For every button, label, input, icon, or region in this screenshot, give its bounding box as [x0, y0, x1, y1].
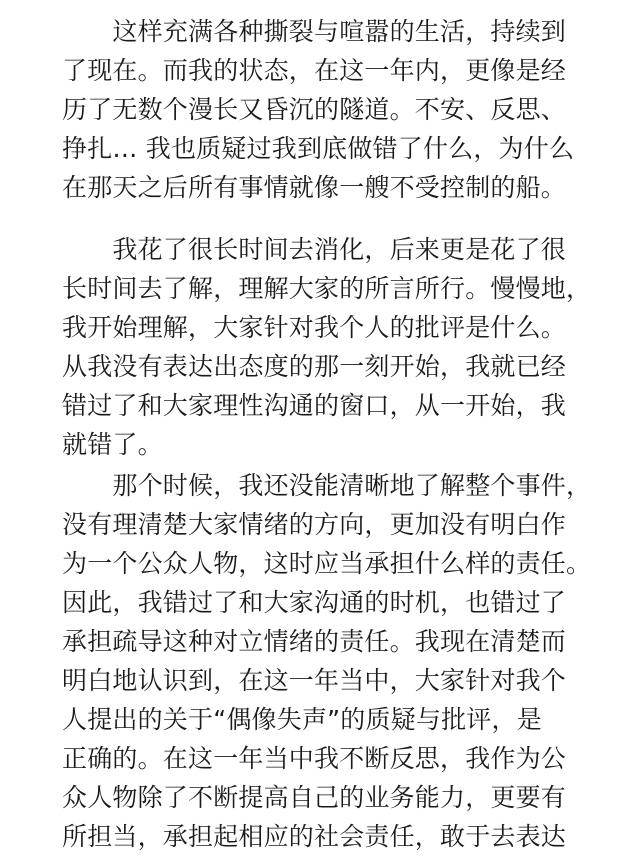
- text-line: 历了无数个漫长又昏沉的隧道。不安、反思、: [62, 95, 567, 124]
- text-line: 在那天之后所有事情就像一艘不受控制的船。: [62, 173, 567, 202]
- text-line: 了现在。而我的状态，在这一年内，更像是经: [62, 56, 567, 85]
- text-line: 众人物除了不断提高自己的业务能力，更要有: [62, 783, 567, 812]
- text-line: 为一个公众人物，这时应当承担什么样的责任。: [62, 549, 592, 578]
- text-line: 这样充满各种撕裂与喧嚣的生活，持续到: [62, 17, 567, 46]
- text-line: 就错了。: [62, 430, 163, 459]
- text-line: 没有理清楚大家情绪的方向，更加没有明白作: [62, 510, 567, 539]
- paragraph-2: [62, 230, 592, 464]
- paragraph-1: [62, 12, 592, 207]
- text-line: 那个时候，我还没能清晰地了解整个事件，: [62, 471, 592, 500]
- text-line: 我开始理解，大家针对我个人的批评是什么。: [62, 313, 567, 342]
- text-line: 正确的。在这一年当中我不断反思，我作为公: [62, 744, 567, 773]
- text-line: 挣扎… 我也质疑过我到底做错了什么，为什么: [62, 134, 575, 163]
- text-line: 从我没有表达出态度的那一刻开始，我就已经: [62, 352, 567, 381]
- text-line: 我花了很长时间去消化，后来更是花了很: [62, 235, 567, 264]
- text-line: 所担当，承担起相应的社会责任，敢于去表达: [62, 822, 567, 851]
- text-line: 因此，我错过了和大家沟通的时机，也错过了: [62, 588, 567, 617]
- paragraph-3: [62, 466, 592, 856]
- text-line: 长时间去了解，理解大家的所言所行。慢慢地，: [62, 274, 592, 303]
- text-line: 错过了和大家理性沟通的窗口，从一开始，我: [62, 391, 567, 420]
- text-line: 承担疏导这种对立情绪的责任。我现在清楚而: [62, 627, 567, 656]
- text-line: 明白地认识到，在这一年当中，大家针对我个: [62, 666, 567, 695]
- text-line: 人提出的关于“偶像失声”的质疑与批评，是: [62, 705, 542, 734]
